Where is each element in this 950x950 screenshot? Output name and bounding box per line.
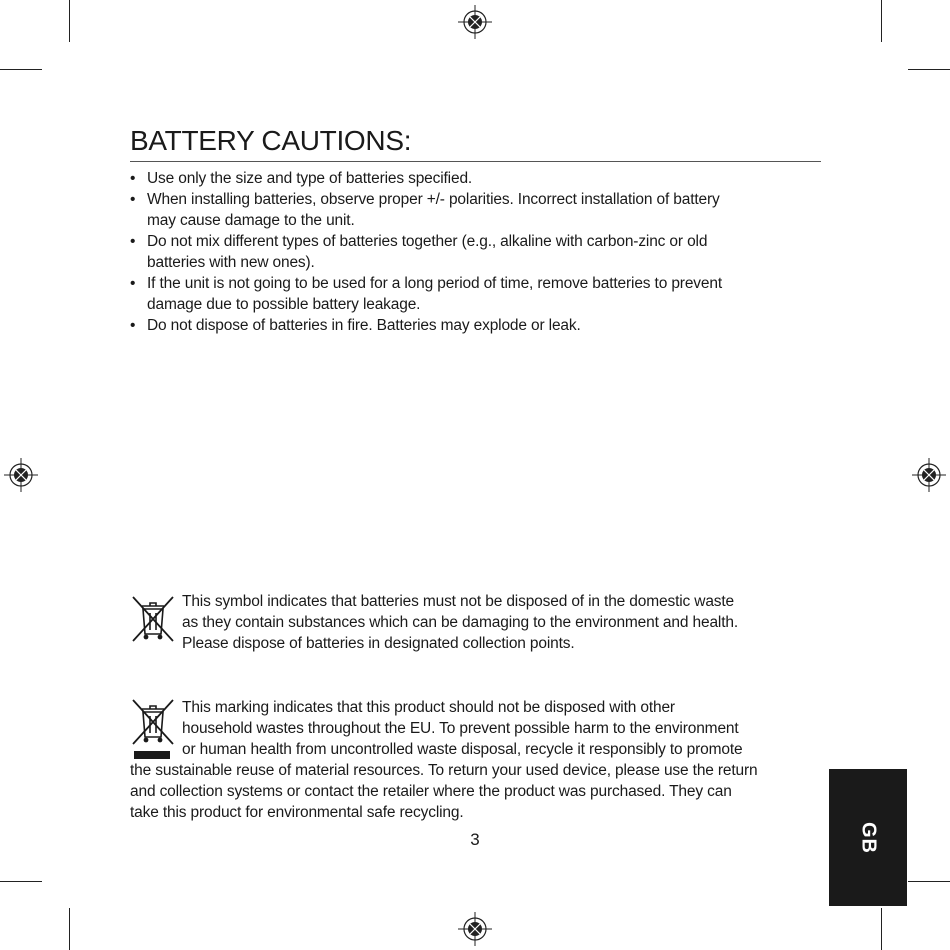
crop-mark	[908, 69, 950, 70]
bullet: •	[130, 275, 136, 292]
notice-line: Please dispose of batteries in designated collection points.	[182, 635, 575, 652]
registration-mark-icon	[458, 5, 492, 39]
crop-mark	[881, 908, 882, 950]
list-item-line: If the unit is not going to be used for a long period of time, remove batteries to prevent	[147, 275, 722, 292]
registration-mark-icon	[912, 458, 946, 492]
list-item-line: damage due to possible battery leakage.	[147, 296, 421, 313]
bullet: •	[130, 317, 136, 334]
list-item-line: Do not mix different types of batteries together (e.g., alkaline with carbon-zinc or old	[147, 233, 708, 250]
battery-disposal-notice	[130, 591, 821, 654]
crop-mark	[69, 908, 70, 950]
list-item	[130, 315, 821, 336]
notice-line: and collection systems or contact the retailer where the product was purchased. They can	[130, 783, 732, 800]
list-item-line: batteries with new ones).	[147, 254, 315, 271]
list-item-line: Use only the size and type of batteries specified.	[147, 170, 473, 187]
crop-mark	[0, 69, 42, 70]
list-item-line: Do not dispose of batteries in fire. Batteries may explode or leak.	[147, 317, 581, 334]
language-tab	[829, 769, 907, 906]
bullet: •	[130, 170, 136, 187]
notice-line: take this product for environmental safe recycling.	[130, 804, 464, 821]
list-item	[130, 231, 821, 273]
notice-line: or human health from uncontrolled waste disposal, recycle it responsibly to promote	[182, 741, 743, 758]
section-heading: BATTERY CAUTIONS:	[130, 125, 412, 156]
heading-rule	[130, 161, 821, 162]
list-item	[130, 168, 821, 189]
battery-cautions-list	[130, 168, 821, 336]
notice-line: This symbol indicates that batteries must not be disposed of in the domestic waste	[182, 593, 735, 610]
bullet: •	[130, 191, 136, 208]
notice-line: This marking indicates that this product should not be disposed with other	[182, 699, 675, 716]
registration-mark-icon	[4, 458, 38, 492]
bullet: •	[130, 233, 136, 250]
weee-recycling-notice	[130, 697, 821, 823]
list-item-line: may cause damage to the unit.	[147, 212, 355, 229]
notice-line: the sustainable reuse of material resources. To return your used device, please use the return	[130, 762, 758, 779]
language-tab-label: GB	[857, 821, 880, 854]
notice-line: as they contain substances which can be damaging to the environment and health.	[182, 614, 738, 631]
list-item	[130, 189, 821, 231]
crop-mark	[69, 0, 70, 42]
crop-mark	[881, 0, 882, 42]
registration-mark-icon	[458, 912, 492, 946]
notice-line: household wastes throughout the EU. To prevent possible harm to the environment	[182, 720, 739, 737]
list-item-line: When installing batteries, observe proper +/- polarities. Incorrect installation of battery	[147, 191, 720, 208]
page-number: 3	[470, 830, 480, 849]
crop-mark	[908, 881, 950, 882]
crop-mark	[0, 881, 42, 882]
list-item	[130, 273, 821, 315]
